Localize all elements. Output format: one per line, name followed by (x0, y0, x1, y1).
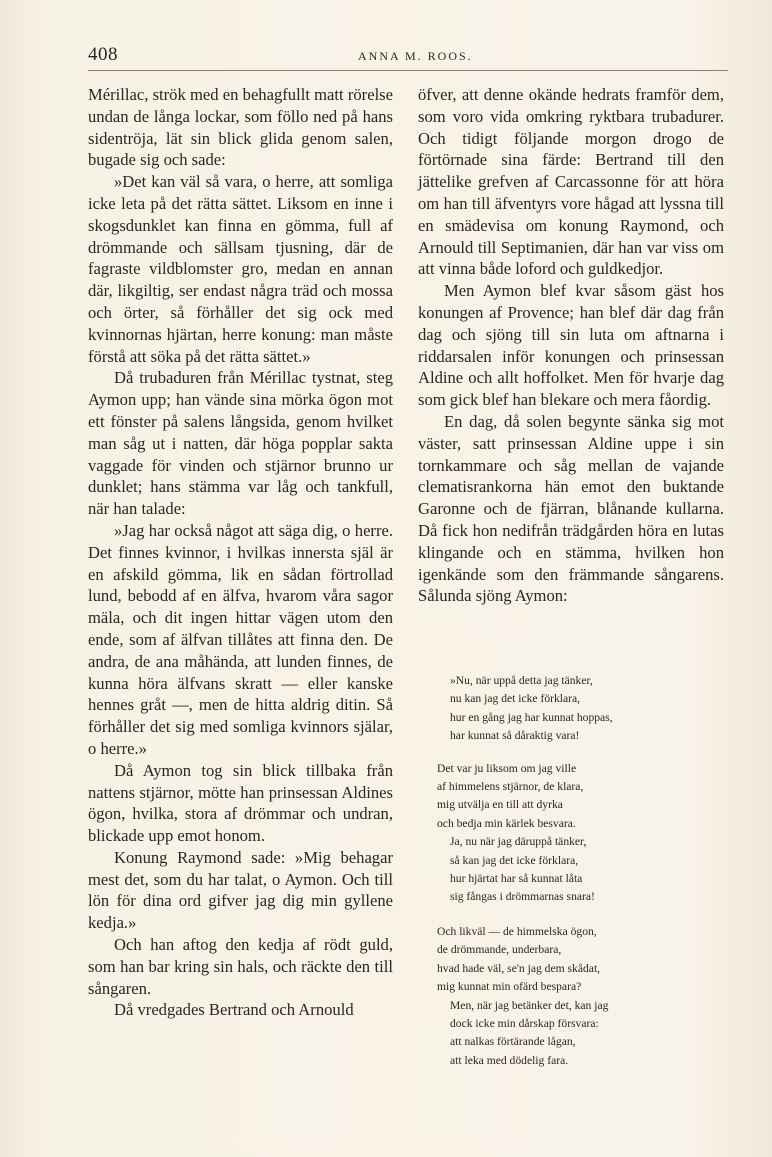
poem-line: nu kan jag det icke förklara, (450, 692, 581, 706)
running-head: ANNA M. ROOS. (358, 49, 473, 63)
poem-line: att nalkas förtärande lågan, (450, 1035, 576, 1049)
left-column (88, 84, 393, 1021)
paragraph: Men Aymon blef kvar såsom gäst hos konungen af Provence; han blef där dag från dag och sjöng till sin luta om aftnarna i riddarsalen inför konungen och prinsessan Aldine och allt hoffolket. Men för hvarje dag som gick blef han blekare och mera fåordig. (418, 281, 724, 410)
poem-stanza (437, 923, 727, 1070)
poem-line: Det var ju liksom om jag ville (437, 761, 577, 775)
paragraph: Då vredgades Bertrand och Arnould (114, 1000, 354, 1020)
paragraph: Och han aftog den kedja af rödt guld, som han bar kring sin hals, och räckte den till sångaren. (88, 935, 393, 998)
poem-line: Och likväl — de himmelska ögon, (437, 924, 597, 938)
poem-line: har kunnat så dåraktig vara! (450, 729, 580, 743)
paragraph: Då Aymon tog sin blick tillbaka från nattens stjärnor, mötte han prinsessan Aldines ögon, hvilka, stora af drömmar och undran, blickade upp emot honom. (88, 760, 393, 846)
header-rule (88, 70, 728, 71)
right-column (418, 84, 724, 607)
poem-line: »Nu, när uppå detta jag tänker, (450, 674, 593, 687)
poem-line: Ja, nu när jag däruppå tänker, (450, 835, 587, 849)
paragraph: »Det kan väl så vara, o herre, att somliga icke leta på det rätta sättet. Liksom en inne i skogsdunklet kan finna en gömma, full af drömmande och sällsam tjusning, där de fagraste vildblomster gro, medan en annan där, likgiltig, ser endast några träd och mossa och örter, så förhåller det sig ock med kvinnornas hjärtan, herre konung: man måste förstå att söka på det rätta sättet.» (88, 172, 393, 366)
poem-line: dock icke min dårskap försvara: (450, 1016, 599, 1030)
poem-line: så kan jag det icke förklara, (450, 853, 579, 867)
poem-line: och bedja min kärlek besvara. (437, 816, 576, 830)
poem-line: hur hjärtat har så kunnat låta (450, 872, 583, 886)
paragraph: »Jag har också något att säga dig, o herre. Det finnes kvinnor, i hvilkas innersta själ är en afskild gömma, lik en sådan förtrollad lund, bebodd af en älfva, hvarom våra sagor mäla, och dit ingen hittar vägen utom den ende, som af älfvan tillåtes att finna den. De andra, de ana måhända, att lunden finnes, de kunna höra älfvans skratt — eller kanske hennes gråt —, men de hitta aldrig ditin. Så förhåller det sig med somliga kvinnors själar, o herre.» (88, 520, 393, 758)
paragraph: En dag, då solen begynte sänka sig mot väster, satt prinsessan Aldine uppe i sin tornkammare och såg mellan de vajande clematisrankorna hän emot den buktande Garonne och de fjärran, blånande kullarna. Då fick hon nedifrån trädgården höra en lutas klingande och en stämma, hvilken hon igenkände som den främmande sångarens. Sålunda sjöng Aymon: (418, 411, 724, 606)
poem-stanza (437, 672, 727, 746)
paragraph: Konung Raymond sade: »Mig behagar mest det, som du har talat, o Aymon. Och till lön för dina ord gifver jag dig min gyllene kedja.» (88, 847, 393, 933)
page-number: 408 (88, 44, 118, 65)
poem-line: de drömmande, underbara, (437, 943, 562, 957)
paragraph: Då trubaduren från Mérillac tystnat, steg Aymon upp; han vände sina mörka ögon mot ett fönster på salens långsida, genom hvilket man såg ut i natten, där höga popplar sakta vaggade för vinden och stjärnor brunno ur dunklet; hans stämma var låg och tankfull, när han talade: (88, 368, 393, 519)
paragraph: Mérillac, strök med en behagfullt matt rörelse undan de långa lockar, som föllo ned på hans sidentröja, lät sin blick glida genom salen, bugade sig och sade: (88, 85, 393, 170)
poem (437, 672, 727, 1082)
poem-stanza (437, 760, 727, 907)
poem-line: att leka med dödelig fara. (450, 1053, 569, 1067)
paragraph: öfver, att denne okände hedrats framför dem, som voro vida omkring ryktbara trubadurer. Och tidigt följande morgon drogo de förtörnade sina färde: Bertrand till den jättelike grefven af Carcassonne för att höra om han till äfventyrs vore hågad att lyssna till en smädevisa om konung Raymond, och Arnould till Septimanien, där han var viss om att vinna både loford och guldkedjor. (418, 85, 724, 279)
poem-line: mig utvälja en till att dyrka (437, 798, 563, 812)
poem-line: sig fångas i drömmarnas snara! (450, 890, 595, 904)
poem-line: mig kunnat min ofärd bespara? (437, 980, 582, 994)
poem-line: Men, när jag betänker det, kan jag (450, 998, 609, 1012)
poem-line: af himmelens stjärnor, de klara, (437, 780, 584, 794)
poem-line: hur en gång jag har kunnat hoppas, (450, 710, 613, 724)
poem-line: hvad hade väl, se'n jag dem skådat, (437, 961, 601, 975)
page-header (88, 44, 728, 68)
